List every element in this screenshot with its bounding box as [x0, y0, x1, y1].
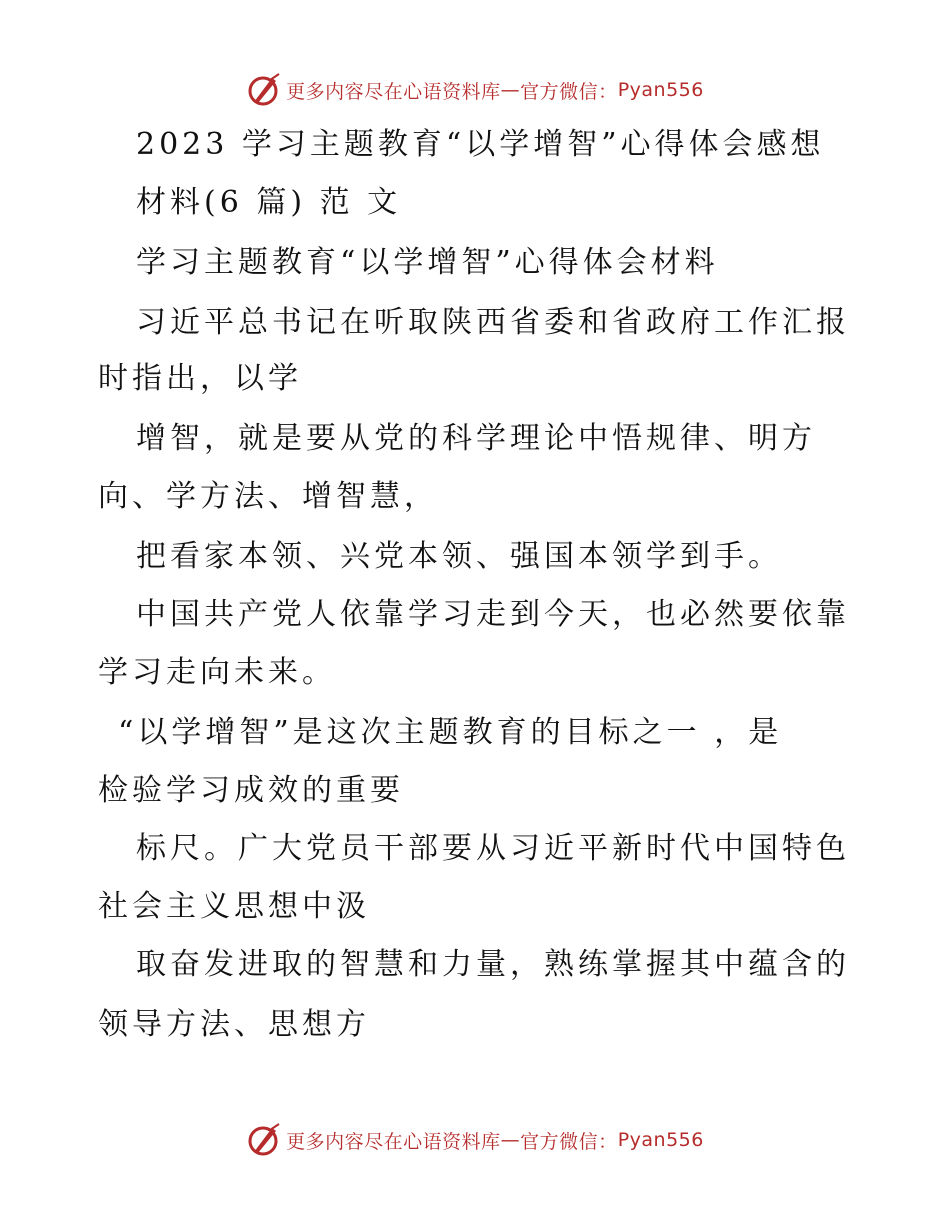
- document-title-line-1: 2023 学习主题教育“以学增智”心得体会感想: [136, 127, 825, 162]
- header-watermark: [0, 70, 950, 110]
- quill-logo-icon: [246, 1122, 282, 1158]
- paragraph-line: 把看家本领、兴党本领、强国本领学到手。: [136, 539, 782, 574]
- paragraph-line: 向、学方法、增智慧，: [98, 479, 438, 514]
- quill-logo-icon: [246, 72, 282, 108]
- paragraph-line: 检验学习成效的重要: [98, 773, 404, 808]
- watermark-contact-label: 官方微信：: [520, 1130, 618, 1153]
- paragraph-line: 习近平总书记在听取陕西省委和省政府工作汇报: [136, 305, 850, 340]
- paragraph-line: 标尺。广大党员干部要从习近平新时代中国特色: [136, 831, 850, 866]
- document-subtitle: 学习主题教育“以学增智”心得体会材料: [136, 245, 719, 280]
- watermark-dash: —: [500, 79, 521, 101]
- watermark-dash: —: [500, 1129, 521, 1151]
- paragraph-line: 社会主义思想中汲: [98, 889, 370, 924]
- watermark-site-text: 更多内容尽在心语资料库: [286, 1130, 501, 1153]
- paragraph-line: 时指出，以学: [98, 361, 302, 396]
- paragraph-line: 增智，就是要从党的科学理论中悟规律、明方: [136, 421, 816, 456]
- paragraph-line: 取奋发进取的智慧和力量，熟练掌握其中蕴含的: [136, 947, 850, 982]
- watermark-account: Pyan556: [617, 1129, 704, 1151]
- watermark-site-text: 更多内容尽在心语资料库: [286, 80, 501, 103]
- paragraph-line: “以学增智”是这次主题教育的目标之一 ，是: [118, 715, 783, 750]
- footer-watermark: [0, 1120, 950, 1160]
- paragraph-line: 中国共产党人依靠学习走到今天，也必然要依靠: [136, 597, 850, 632]
- watermark-account: Pyan556: [617, 79, 704, 101]
- document-title-line-2: 材料(6 篇) 范 文: [136, 185, 402, 220]
- paragraph-line: 领导方法、思想方: [98, 1007, 370, 1042]
- watermark-contact-label: 官方微信：: [520, 80, 618, 103]
- paragraph-line: 学习走向未来。: [98, 655, 336, 690]
